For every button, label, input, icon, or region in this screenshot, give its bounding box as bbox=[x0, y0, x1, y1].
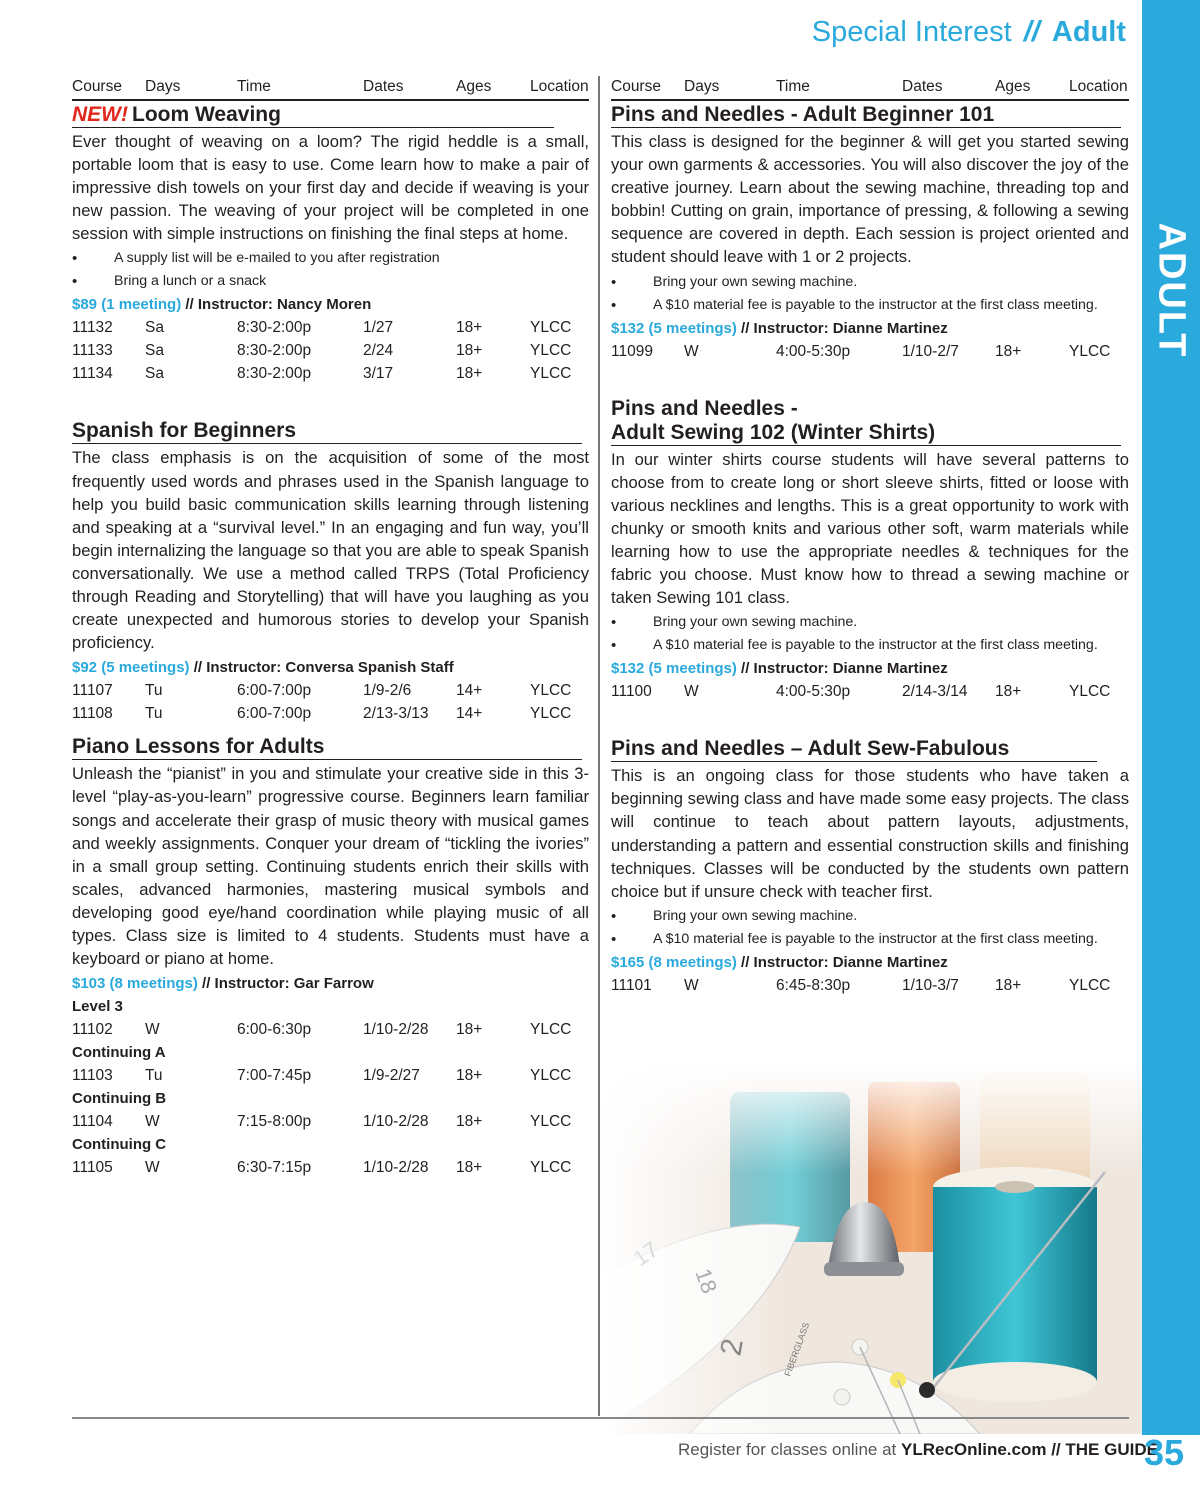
cell-ages: 14+ bbox=[456, 682, 483, 700]
level-label: Continuing A bbox=[72, 1044, 166, 1062]
cell-dates: 2/13-3/13 bbox=[363, 705, 429, 723]
course-title-line1: Pins and Needles - bbox=[611, 396, 798, 420]
header-course: Course bbox=[611, 78, 661, 95]
cell-dates: 1/9-2/6 bbox=[363, 682, 412, 700]
section-name: Special Interest bbox=[811, 16, 1012, 48]
course-price: $92 (5 meetings) bbox=[72, 659, 190, 677]
cell-ages: 18+ bbox=[456, 342, 483, 360]
course-notes bbox=[611, 611, 1129, 657]
course-price: $165 (8 meetings) bbox=[611, 953, 737, 971]
price-instructor bbox=[611, 317, 1129, 340]
course-price: $132 (5 meetings) bbox=[611, 660, 737, 678]
cell-time: 6:00-7:00p bbox=[237, 682, 312, 700]
cell-ages: 18+ bbox=[995, 342, 1022, 360]
header-days: Days bbox=[145, 78, 181, 95]
course-title-text: Loom Weaving bbox=[132, 103, 281, 126]
right-column bbox=[611, 76, 1129, 997]
new-badge: NEW! bbox=[72, 103, 128, 126]
course-note: • Bring your own sewing machine. bbox=[611, 271, 1129, 294]
sidebar-label: ADULT bbox=[1150, 222, 1193, 358]
cell-dates: 1/10-2/28 bbox=[363, 1021, 429, 1039]
cell-location: YLCC bbox=[530, 1067, 572, 1085]
footer-rule bbox=[72, 1417, 1129, 1419]
course-note: • A supply list will be e-mailed to you after registration bbox=[72, 247, 589, 270]
price-instructor bbox=[611, 951, 1129, 974]
cell-ages: 14+ bbox=[456, 705, 483, 723]
table-row bbox=[72, 702, 589, 725]
course-description: The class emphasis is on the acquisition of some of the most frequently used words and phrases used in the Spanish language to help you build basic communication skills learning through listening and speaking at a “survival level.” In an engaging and fun way, you’ll begin internalizing the language so that you are able to speak Spanish conversationally. We use a method called TRPS (Total Proficiency through Reading and Storytelling) that will have you laughing as you create unexpected and humorous stories to develop your Spanish proficiency. bbox=[72, 448, 589, 653]
cell-location: YLCC bbox=[1069, 683, 1111, 701]
course-sewing-102 bbox=[611, 397, 1129, 704]
level-label: Level 3 bbox=[72, 998, 123, 1016]
cell-ages: 18+ bbox=[456, 1159, 483, 1177]
cell-days: Sa bbox=[145, 342, 164, 360]
course-notes bbox=[611, 905, 1129, 951]
cell-days: W bbox=[145, 1021, 160, 1039]
cell-dates: 3/17 bbox=[363, 365, 394, 383]
course-instructor: // Instructor: Dianne Martinez bbox=[736, 319, 948, 337]
sewing-supplies-photo bbox=[600, 1062, 1142, 1434]
cell-time: 8:30-2:00p bbox=[237, 342, 312, 360]
cell-location: YLCC bbox=[530, 1159, 572, 1177]
cell-dates: 1/9-2/27 bbox=[363, 1067, 420, 1085]
course-instructor: // Instructor: Dianne Martinez bbox=[736, 660, 948, 678]
cell-location: YLCC bbox=[530, 682, 572, 700]
cell-location: YLCC bbox=[530, 365, 572, 383]
course-sew-fabulous bbox=[611, 737, 1129, 997]
cell-dates: 1/27 bbox=[363, 319, 394, 337]
course-price: $89 (1 meeting) bbox=[72, 296, 182, 314]
header-time: Time bbox=[237, 78, 271, 95]
course-title-line2: Adult Sewing 102 (Winter Shirts) bbox=[611, 421, 1121, 446]
cell-course: 11133 bbox=[72, 342, 113, 360]
table-row bbox=[611, 680, 1129, 703]
cell-dates: 1/10-2/7 bbox=[902, 342, 959, 360]
footer-site-link[interactable]: YLRecOnline.com bbox=[901, 1440, 1047, 1459]
cell-course: 11132 bbox=[72, 319, 113, 337]
header-dates: Dates bbox=[902, 78, 943, 95]
course-note: • Bring your own sewing machine. bbox=[611, 905, 1129, 928]
header-location: Location bbox=[1069, 78, 1128, 95]
course-note: • A $10 material fee is payable to the instructor at the first class meeting. bbox=[611, 634, 1129, 657]
cell-dates: 2/24 bbox=[363, 342, 394, 360]
table-header bbox=[72, 76, 589, 101]
cell-location: YLCC bbox=[530, 1113, 572, 1131]
header-time: Time bbox=[776, 78, 810, 95]
cell-time: 6:00-7:00p bbox=[237, 705, 312, 723]
cell-course: 11099 bbox=[611, 342, 653, 360]
cell-location: YLCC bbox=[530, 705, 572, 723]
cell-days: Sa bbox=[145, 365, 164, 383]
course-note: • Bring your own sewing machine. bbox=[611, 611, 1129, 634]
cell-course: 11103 bbox=[72, 1067, 113, 1085]
cell-days: Tu bbox=[145, 1067, 163, 1085]
price-instructor bbox=[72, 656, 589, 679]
cell-days: Tu bbox=[145, 682, 163, 700]
cell-days: W bbox=[684, 342, 699, 360]
cell-days: Tu bbox=[145, 705, 163, 723]
header-dates: Dates bbox=[363, 78, 404, 95]
cell-time: 4:00-5:30p bbox=[776, 683, 851, 701]
course-description: Unleash the “pianist” in you and stimulate your creative side in this 3-level “play-as-you-learn” progressive course. Beginners learn familiar songs and accelerate their grasp of music theory with musical games and weekly assignments. Conquer your dream of “tickling the ivories” in a small group setting. Continuing students enrich their skills with scales, advanced harmonies, mastering musical symbols and developing good eye/hand coordination while playing music of all types. Class size is limited to 4 students. Students must have a keyboard or piano at home. bbox=[72, 764, 589, 969]
cell-course: 11104 bbox=[72, 1113, 113, 1131]
cell-dates: 2/14-3/14 bbox=[902, 683, 968, 701]
course-title: Spanish for Beginners bbox=[72, 419, 582, 444]
table-row bbox=[72, 1064, 589, 1087]
header-separator: // bbox=[1023, 16, 1040, 48]
left-column bbox=[72, 76, 589, 1179]
course-spanish bbox=[72, 419, 589, 725]
level-label: Continuing C bbox=[72, 1136, 167, 1154]
cell-location: YLCC bbox=[530, 342, 572, 360]
cell-time: 4:00-5:30p bbox=[776, 342, 851, 360]
cell-days: W bbox=[684, 683, 699, 701]
course-title: Piano Lessons for Adults bbox=[72, 735, 582, 760]
cell-time: 6:00-6:30p bbox=[237, 1021, 312, 1039]
cell-time: 8:30-2:00p bbox=[237, 365, 312, 383]
cell-course: 11108 bbox=[72, 705, 113, 723]
course-loom-weaving bbox=[72, 103, 589, 385]
header-location: Location bbox=[530, 78, 589, 95]
cell-dates: 1/10-2/28 bbox=[363, 1113, 429, 1131]
table-row bbox=[72, 1018, 589, 1041]
course-notes bbox=[611, 271, 1129, 317]
cell-location: YLCC bbox=[1069, 342, 1111, 360]
course-note: • Bring a lunch or a snack bbox=[72, 270, 589, 293]
cell-time: 7:15-8:00p bbox=[237, 1113, 312, 1131]
cell-location: YLCC bbox=[530, 319, 572, 337]
header-course: Course bbox=[72, 78, 122, 95]
section-header bbox=[812, 16, 1126, 49]
table-row bbox=[72, 1156, 589, 1179]
category-sidebar bbox=[1142, 0, 1200, 1435]
course-notes bbox=[72, 247, 589, 293]
sewing-illustration bbox=[600, 1062, 1142, 1434]
cell-days: W bbox=[684, 976, 699, 994]
cell-ages: 18+ bbox=[456, 365, 483, 383]
table-row bbox=[72, 339, 589, 362]
sidebar-label-wrap bbox=[1142, 220, 1200, 360]
course-description: This is an ongoing class for those students who have taken a beginning sewing class and have made some easy projects. The class will continue to teach about pattern layouts, adjustments, understanding a pattern and essential construction skills and finishing techniques. Classes will be conducted by the students own pattern choice but if unsure check with teacher first. bbox=[611, 766, 1129, 901]
table-row bbox=[72, 679, 589, 702]
table-row bbox=[72, 362, 589, 385]
course-sewing-101 bbox=[611, 103, 1129, 363]
cell-ages: 18+ bbox=[995, 683, 1022, 701]
footer-text bbox=[678, 1440, 1158, 1460]
header-days: Days bbox=[684, 78, 720, 95]
cell-days: Sa bbox=[145, 319, 164, 337]
cell-ages: 18+ bbox=[456, 1113, 483, 1131]
cell-ages: 18+ bbox=[456, 1021, 483, 1039]
cell-time: 6:45-8:30p bbox=[776, 976, 851, 994]
cell-course: 11134 bbox=[72, 365, 113, 383]
course-instructor: // Instructor: Gar Farrow bbox=[197, 975, 374, 993]
category-name: Adult bbox=[1051, 16, 1126, 48]
cell-location: YLCC bbox=[1069, 976, 1111, 994]
page-number: 35 bbox=[1144, 1432, 1185, 1473]
course-description: Ever thought of weaving on a loom? The rigid heddle is a small, portable loom that is easy to use. Come learn how to make a pair of impressive dish towels on your first day and decide if weaving is your new passion. The weaving of your project will be completed in one session with simple instructions on finishing the final steps at home. bbox=[72, 132, 589, 244]
cell-ages: 18+ bbox=[456, 319, 483, 337]
cell-course: 11105 bbox=[72, 1159, 113, 1177]
table-row bbox=[72, 316, 589, 339]
course-price: $103 (8 meetings) bbox=[72, 975, 198, 993]
cell-course: 11101 bbox=[611, 976, 652, 994]
cell-location: YLCC bbox=[530, 1021, 572, 1039]
course-description: This class is designed for the beginner & will get you started sewing your own garments & accessories. You will also discover the joy of the creative journey. Learn about the sewing machine, threading top and bobbin! Cutting on grain, importance of pressing, & following a sewing sequence are covered in depth. Each session is project oriented and student should leave with 1 or 2 projects. bbox=[611, 132, 1129, 267]
course-title: Pins and Needles - Adult Beginner 101 bbox=[611, 103, 1121, 128]
cell-time: 8:30-2:00p bbox=[237, 319, 312, 337]
course-piano bbox=[72, 735, 589, 1179]
cell-dates: 1/10-3/7 bbox=[902, 976, 959, 994]
price-instructor bbox=[72, 972, 589, 995]
cell-dates: 1/10-2/28 bbox=[363, 1159, 429, 1177]
course-instructor: // Instructor: Dianne Martinez bbox=[736, 953, 948, 971]
cell-course: 11100 bbox=[611, 683, 652, 701]
cell-ages: 18+ bbox=[995, 976, 1022, 994]
table-row bbox=[611, 974, 1129, 997]
footer-prefix: Register for classes online at bbox=[678, 1440, 901, 1459]
cell-course: 11102 bbox=[72, 1021, 113, 1039]
course-title bbox=[72, 103, 554, 128]
course-instructor: // Instructor: Nancy Moren bbox=[181, 296, 372, 314]
cell-time: 7:00-7:45p bbox=[237, 1067, 312, 1085]
course-price: $132 (5 meetings) bbox=[611, 319, 737, 337]
header-ages: Ages bbox=[995, 78, 1031, 95]
price-instructor bbox=[72, 293, 589, 316]
course-instructor: // Instructor: Conversa Spanish Staff bbox=[189, 659, 454, 677]
course-description: In our winter shirts course students will have several patterns to choose from to create long or short sleeve shirts, fitted or loose with various necklines and lengths. This is a great opportunity to work with chunky or smooth knits and various other soft, warm materials while learning how to use the appropriate needles & techniques for the fabric you choose. Must know how to thread a sewing machine or taken Sewing 101 class. bbox=[611, 449, 1129, 608]
footer-guide: // THE GUIDE bbox=[1046, 1440, 1158, 1459]
photo-fade-top bbox=[600, 1062, 1142, 1434]
price-instructor bbox=[611, 657, 1129, 680]
level-label: Continuing B bbox=[72, 1090, 167, 1108]
course-note: • A $10 material fee is payable to the instructor at the first class meeting. bbox=[611, 294, 1129, 317]
table-header bbox=[611, 76, 1129, 101]
header-ages: Ages bbox=[456, 78, 492, 95]
cell-course: 11107 bbox=[72, 682, 113, 700]
cell-days: W bbox=[145, 1113, 160, 1131]
table-row bbox=[72, 1110, 589, 1133]
course-note: • A $10 material fee is payable to the instructor at the first class meeting. bbox=[611, 928, 1129, 951]
table-row bbox=[611, 340, 1129, 363]
cell-days: W bbox=[145, 1159, 160, 1177]
course-title: Pins and Needles – Adult Sew-Fabulous bbox=[611, 737, 1097, 762]
cell-ages: 18+ bbox=[456, 1067, 483, 1085]
cell-time: 6:30-7:15p bbox=[237, 1159, 312, 1177]
